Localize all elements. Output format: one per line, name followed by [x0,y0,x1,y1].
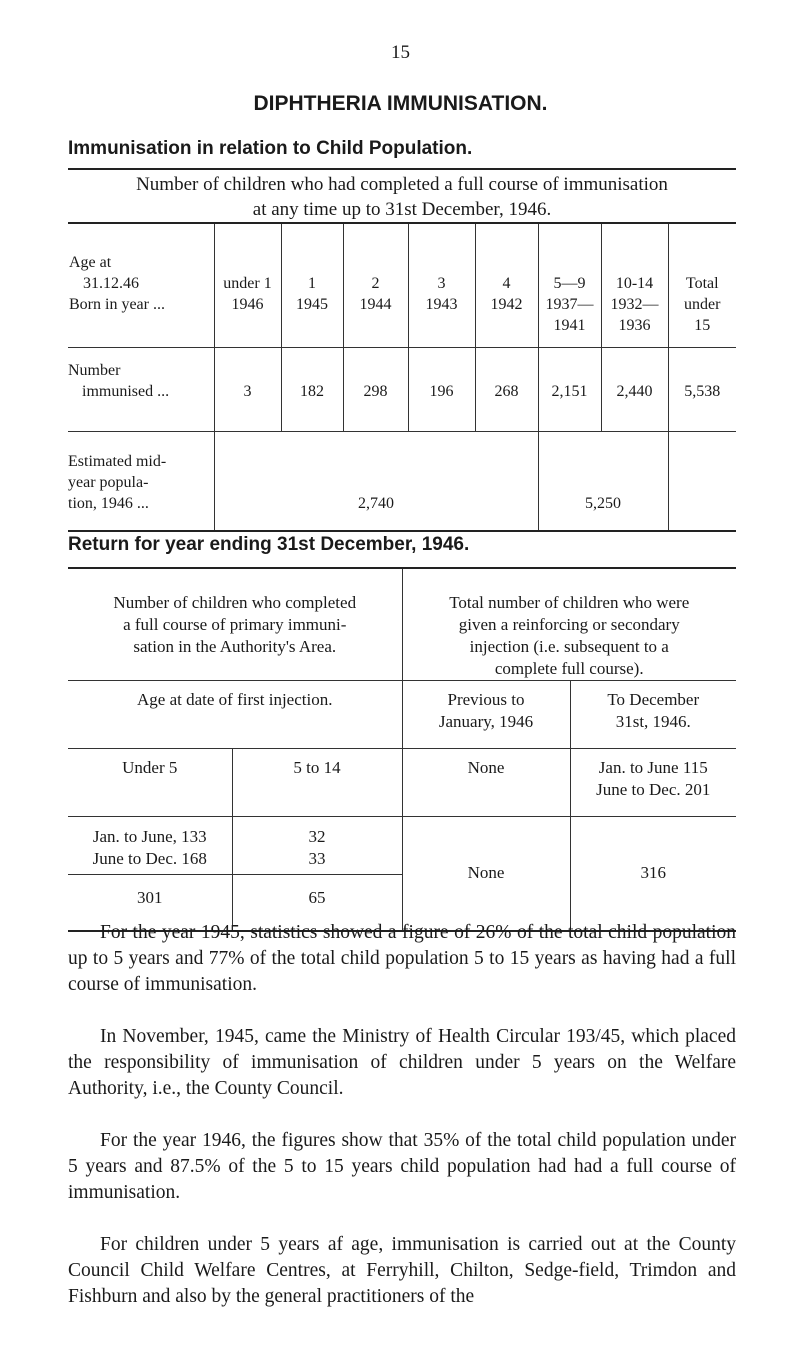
immunised-total: 5,538 [668,347,736,431]
age-date-label: 31.12.46 [83,275,139,292]
page-title: DIPHTHERIA IMMUNISATION. [253,92,548,115]
population-label-2: year popula- [68,473,149,491]
section-heading-population: Immunisation in relation to Child Population. [68,138,473,159]
reinforcing-total: 316 [570,817,736,931]
paragraph-welfare-centres: For children under 5 years af age, immunisation is carried out at the County Council Child Welfare Centres, at Ferryhill, Chilton, Sedge-field, Trimdon and Fishburn and also by the general practitioners of the [68,1234,736,1307]
immunised-age4: 268 [475,347,538,431]
table1-caption-line2: at any time up to 31st December, 1946. [252,199,552,220]
return-table [68,567,736,932]
col-age1: 1 1945 [281,223,343,347]
under5-header: Under 5 [68,749,232,817]
population-5to15: 5,250 [538,431,668,531]
immunisation-population-table [68,222,736,532]
table1-caption-line1: Number of children who had completed a full course of immunisation [136,174,668,195]
under5-total: 301 [68,875,232,931]
age-row-label [68,223,214,347]
immunised-label: Number [68,361,121,379]
table1-caption [68,172,736,222]
primary-course-header: Number of children who completed a full course of primary immuni- sation in the Authority's Area. [113,593,357,656]
section-heading-return: Return for year ending 31st December, 1946. [68,534,470,555]
age-first-injection-header: Age at date of first injection. [68,681,402,749]
immunised-under1: 3 [214,347,281,431]
previous-none: None [402,749,570,817]
page-number: 15 [391,42,410,63]
heading-rule [68,168,736,170]
immunised-age5-9: 2,151 [538,347,601,431]
population-label-1: Estimated mid- [68,452,167,470]
reinforcing-header: Total number of children who were given a reinforcing or secondary injection (i.e. subsequent to a complete full course). [402,568,736,681]
five14-total: 65 [232,875,402,931]
reinforcing-previous-none: None [402,817,570,931]
to-december-header: To December 31st, 1946. [570,681,736,749]
col-age5-9: 5—9 1937— 1941 [538,223,601,347]
population-label-3: tion, 1946 ... [68,494,149,512]
col-age2: 2 1944 [343,223,408,347]
born-label: Born in year ... [69,296,165,313]
paragraph-1946-figures: For the year 1946, the figures show that 35% of the total child population under 5 years and 87.5% of the 5 to 15 years child population had had a full course of immunisation. [68,1130,736,1203]
to-december-values: Jan. to June 115 June to Dec. 201 [570,749,736,817]
population-total-empty [668,431,736,531]
col-age10-14: 10-14 1932— 1936 [601,223,668,347]
immunised-label-2: immunised ... [82,382,170,400]
previous-january-header: Previous to January, 1946 [402,681,570,749]
five-to-14-header: 5 to 14 [232,749,402,817]
immunised-age2: 298 [343,347,408,431]
five14-halfyear-values: 32 33 [232,817,402,875]
col-age4: 4 1942 [475,223,538,347]
age-label: Age at [69,254,112,271]
immunised-age1: 182 [281,347,343,431]
immunised-row-label [68,347,214,431]
population-under5: 2,740 [214,431,538,531]
under5-halfyear-values: Jan. to June, 133 June to Dec. 168 [68,817,232,875]
paragraph-circular: In November, 1945, came the Ministry of Health Circular 193/45, which placed the responsibility of immunisation of children under 5 years on the Welfare Authority, i.e., the County Council. [68,1026,736,1099]
immunised-age10-14: 2,440 [601,347,668,431]
population-row-label [68,431,214,531]
col-age3: 3 1943 [408,223,475,347]
col-under1: under 1 1946 [214,223,281,347]
col-total: Total under 15 [668,223,736,347]
immunised-age3: 196 [408,347,475,431]
paragraph-1945-statistics: For the year 1945, statistics showed a figure of 26% of the total child population up to 5 years and 77% of the total child population 5 to 15 years as having had a full course of immunisation. [68,922,736,995]
